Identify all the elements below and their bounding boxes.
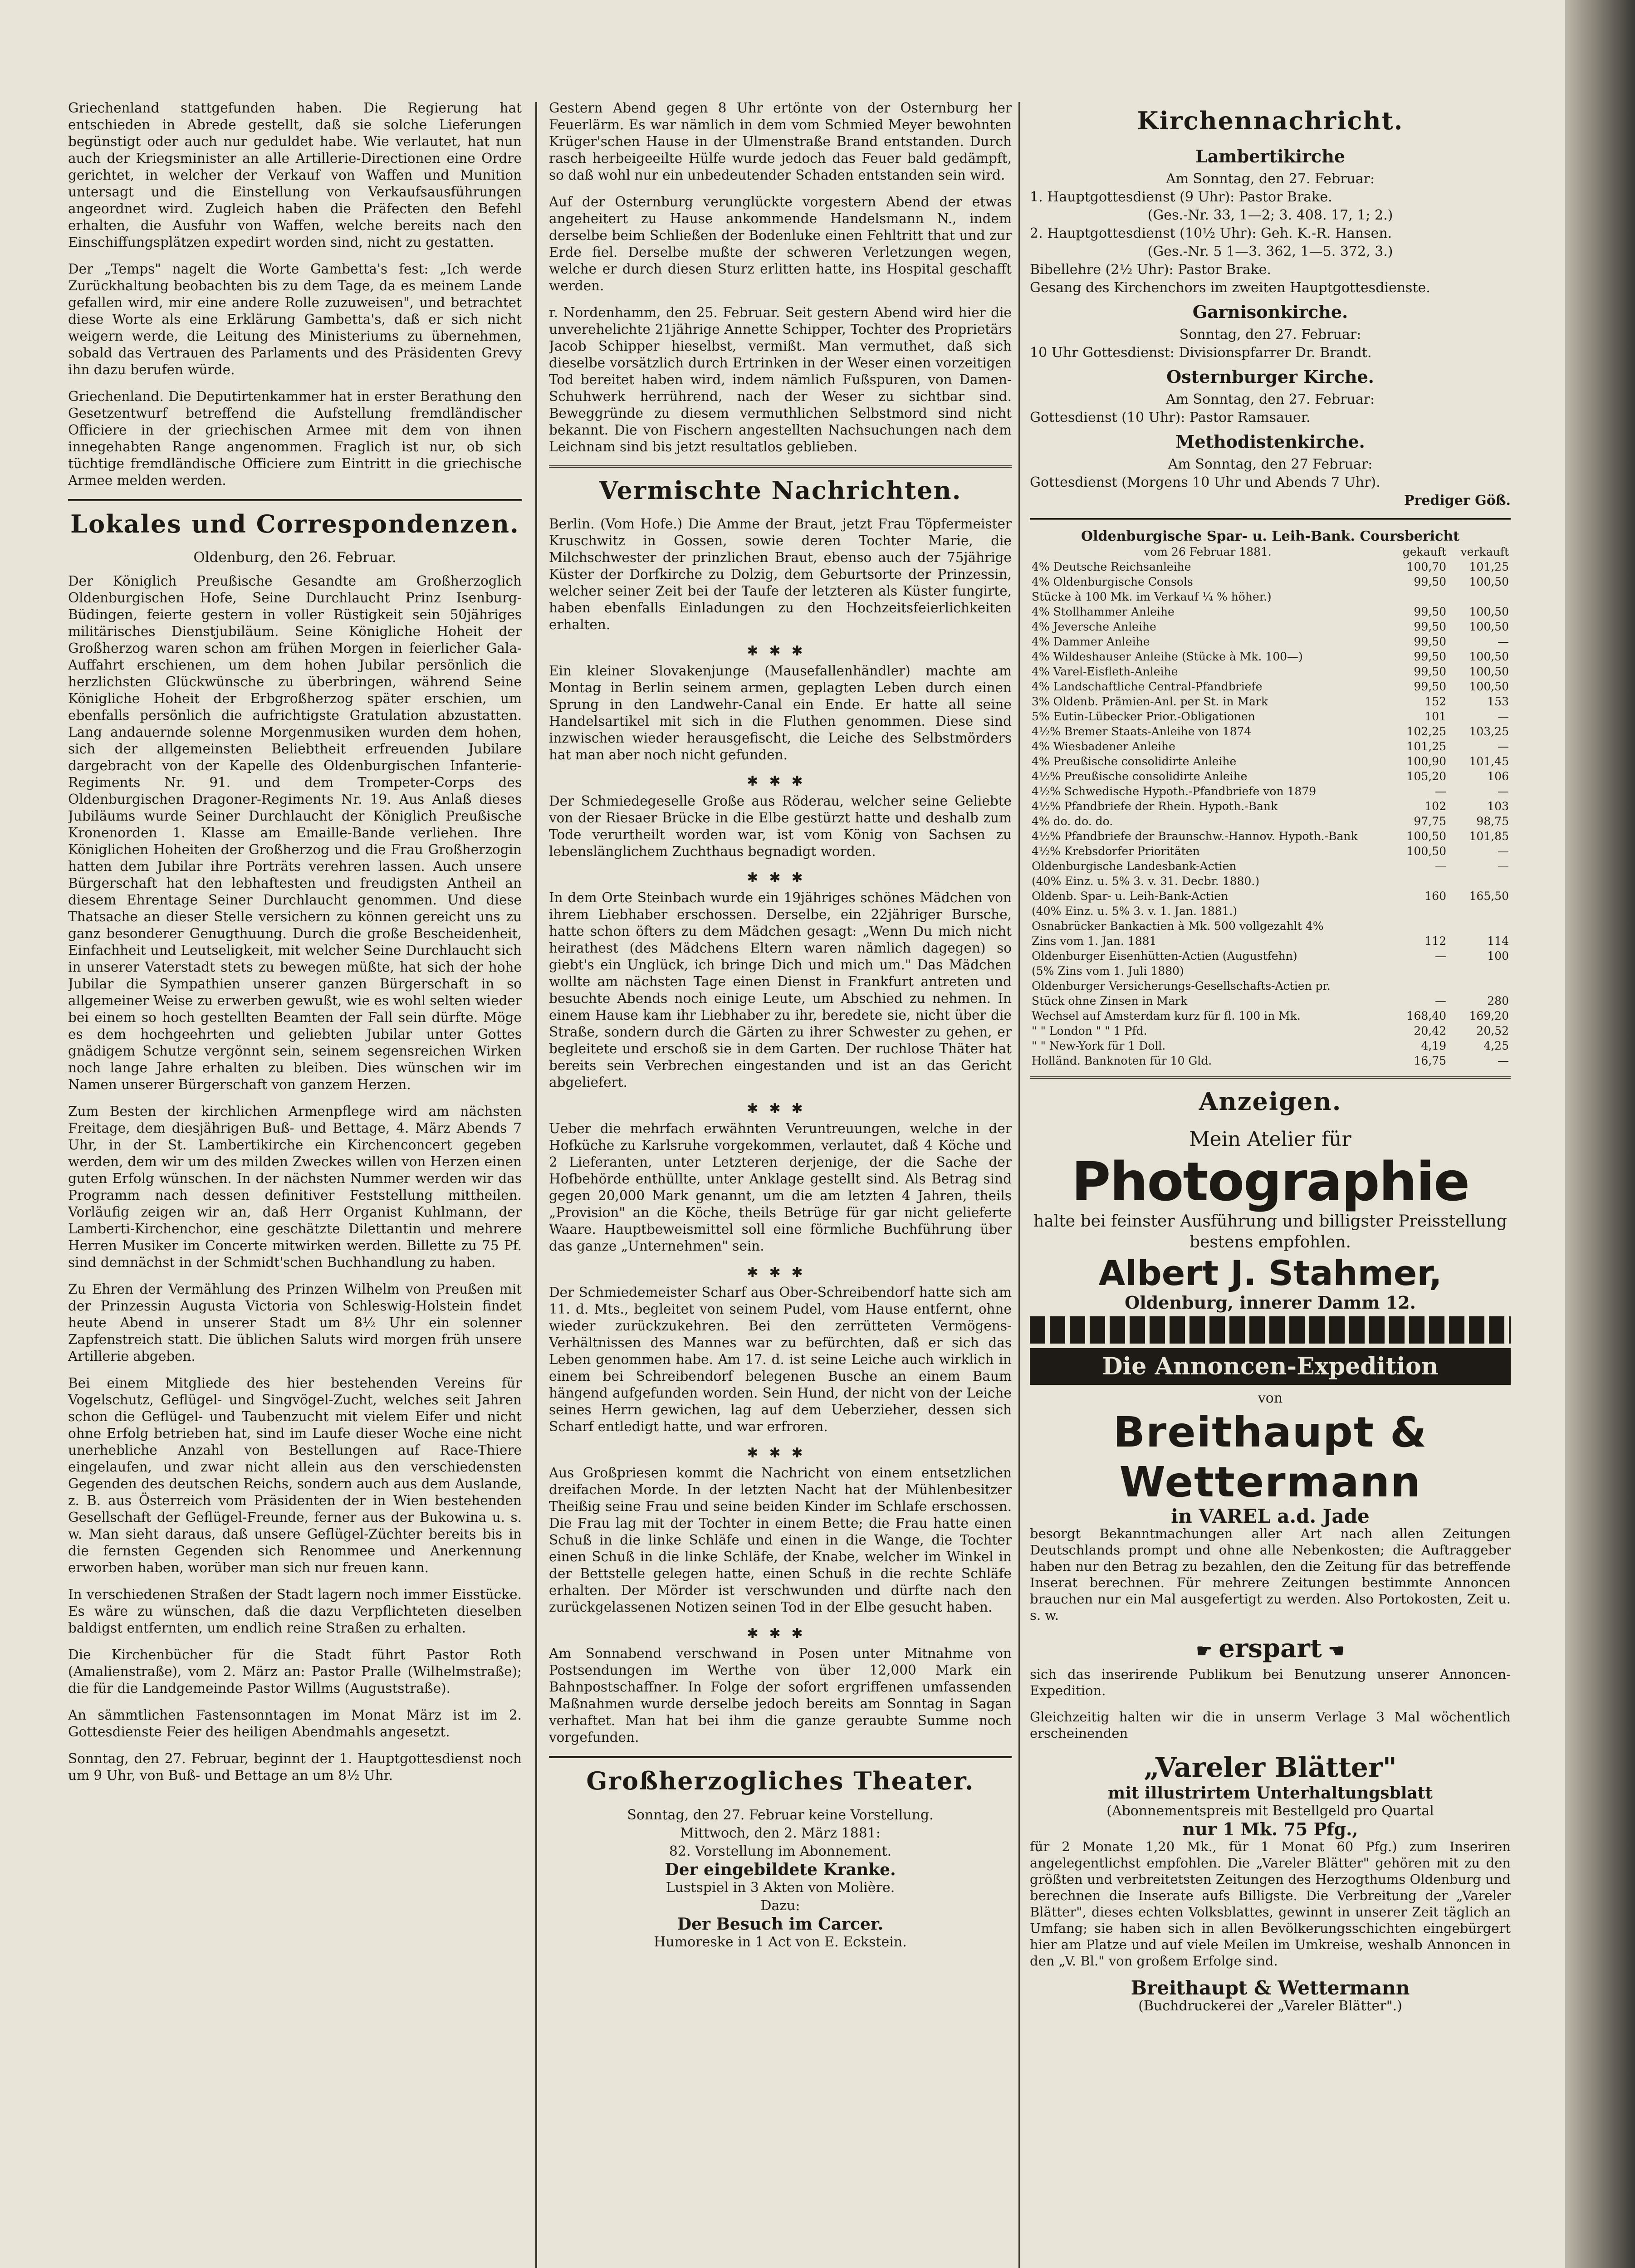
quotes-security: Holländ. Banknoten für 10 Gld. — [1032, 1054, 1212, 1067]
ad-annoncen — [1030, 1348, 1511, 2015]
church-line: 2. Hauptgottesdienst (10½ Uhr): Geh. K.-R. Hansen. — [1030, 225, 1392, 241]
quotes-buy: — — [1435, 860, 1446, 873]
quotes-sell: 280 — [1487, 994, 1509, 1007]
quotes-sell: 100,50 — [1469, 575, 1509, 588]
quotes-sell: 165,50 — [1469, 890, 1509, 903]
article-paragraph: Am Sonnabend verschwand in Posen unter Mitnahme von Postsendungen im Werthe von über 12,000 Mark ein Bahnpostschaffner. In Folge der sofort ergriffenen umfassenden Maßnahmen wurde derselbe jedoch bereits am Sonntag in Sagan verhaftet. Man hat bei ihm die ganze geraubte Summe noch vorgefunden. — [549, 1646, 1012, 1745]
church-line: Gottesdienst (Morgens 10 Uhr und Abends 7 Uhr). — [1030, 474, 1380, 490]
ad-address: Oldenburg, innerer Damm 12. — [1125, 1292, 1416, 1313]
column-middle — [549, 100, 1012, 2268]
quotes-buy: 4,19 — [1421, 1039, 1446, 1052]
quotes-sell: 100,50 — [1469, 650, 1509, 663]
quotes-sell: — — [1498, 785, 1509, 798]
quotes-buy: 97,75 — [1414, 815, 1446, 828]
quotes-row — [1030, 664, 1511, 679]
theatre-heading: Großherzogliches Theater. — [586, 1766, 974, 1795]
ad-text: (Abonnementspreis mit Bestellgeld pro Quartal — [1106, 1803, 1434, 1819]
article-paragraph: In dem Orte Steinbach wurde ein 19jähriges schönes Mädchen von ihrem Liebhaber erschossen. Derselbe, ein 22jähriger Bursche, hatte schon öfters zu dem Mädchen gesagt: „Wenn Du mich nicht heirathest (des Mädchens Eltern waren nämlich dagegen) so giebt's ein Unglück, ich bringe Dich und mich um." Das Mädchen wollte am nächsten Tage einen Dienst in Frankfurt antreten und besuchte Abends noch einige Leute, um Abschied zu nehmen. In einem Hause kam ihr Liebhaber zu ihr, beredete sie, nicht über die Straße, sondern durch die Gärten zu ihrer Schwester zu gehen, er begleitete und erschoß sie in dem Garten. Der ruchlose Thäter hat bereits sein Verbrechen eingestanden und ist an das Gericht abgeliefert. — [549, 890, 1012, 1090]
quotes-row — [1030, 724, 1511, 739]
column-left — [68, 100, 522, 2268]
quotes-buy: 100,70 — [1406, 560, 1446, 573]
quotes-row — [1030, 1023, 1511, 1038]
quotes-row — [1030, 559, 1511, 574]
quotes-buy: 112 — [1425, 934, 1446, 948]
ad-text: Gleichzeitig halten wir die in unserm Verlage 3 Mal wöchentlich erscheinenden — [1030, 1709, 1511, 1741]
ad-text: mit illustrirtem Unterhaltungsblatt — [1108, 1784, 1433, 1803]
church-name: Garnisonkirche. — [1192, 302, 1348, 322]
article-paragraph: Gestern Abend gegen 8 Uhr ertönte von der Osternburg her Feuerlärm. Es war nämlich in dem vom Schmied Meyer bewohnten Krüger'schen Hause in der Ulmenstraße Brand entstanden. Durch rasch herbeigeeilte Hülfe wurde jedoch das Feuer bald gedämpft, so daß wohl nur ein unbedeutender Schaden entstanden sein wird. — [549, 100, 1012, 183]
quotes-sell: — — [1498, 1054, 1509, 1067]
article-paragraph: Zu Ehren der Vermählung des Prinzen Wilhelm von Preußen mit der Prinzessin Augusta Victoria von Schleswig-Holstein findet heute Abend in unserer Stadt um 8½ Uhr ein solenner Zapfenstreich statt. Die üblichen Saluts wird morgen früh unsere Artillerie abgeben. — [68, 1281, 522, 1364]
quotes-sell: 153 — [1487, 695, 1509, 708]
church-line: Bibellehre (2½ Uhr): Pastor Brake. — [1030, 262, 1272, 278]
quotes-buy: 100,90 — [1406, 755, 1446, 768]
quotes-row — [1030, 904, 1511, 919]
quotes-sell: 98,75 — [1476, 815, 1509, 828]
quotes-row — [1030, 1053, 1511, 1068]
church-name: Methodistenkirche. — [1175, 431, 1365, 452]
theatre-line: Mittwoch, den 2. März 1881: — [680, 1825, 881, 1841]
quotes-buy: — — [1435, 949, 1446, 963]
article-paragraph: Der Schmiedegeselle Große aus Röderau, welcher seine Geliebte von der Riesaer Brücke in die Elbe gestürzt hatte und deshalb zum Tode verurtheilt worden war, ist vom König von Sachsen zu lebenslänglichem Zuchthaus begnadigt worden. — [549, 793, 1012, 859]
church-line: (Ges.-Nr. 5 1—3. 362, 1—5. 372, 3.) — [1147, 244, 1393, 259]
quotes-sell: 101,45 — [1469, 755, 1509, 768]
quotes-buy: 160 — [1425, 890, 1446, 903]
quotes-buy: 102,25 — [1406, 725, 1446, 738]
separator-stars: ✱✱✱ — [747, 1265, 814, 1281]
ornament-bar — [1030, 1316, 1511, 1344]
quotes-sell: 100,50 — [1469, 620, 1509, 633]
section-heading-misc: Vermischte Nachrichten. — [599, 476, 962, 505]
page-edge — [1565, 0, 1635, 2268]
quotes-table — [1030, 544, 1511, 1068]
article-paragraph: Der Schmiedemeister Scharf aus Ober-Schreibendorf hatte sich am 11. d. Mts., begleitet von seinem Pudel, vom Hause entfernt, ohne wieder zurückzukehren. Bei den zerrütteten Vermögens-Verhältnissen des Mannes war zu befürchten, daß er sich das Leben genommen habe. Am 17. d. ist seine Leiche auch wirklich in einem bei Schreibendorf belegenen Busche an einem Baum hängend aufgefunden worden. Sein Hund, der nicht von der Leiche seines Herrn gewichen, lag auf dem Ueberzieher, dessen sich Scharf entledigt hatte, und war erfroren. — [549, 1285, 1012, 1434]
church-line: Am Sonntag, den 27. Februar: — [1165, 171, 1375, 187]
dateline: Oldenburg, den 26. Februar. — [193, 549, 397, 566]
quotes-row — [1030, 679, 1511, 694]
quotes-buy — [1385, 919, 1448, 934]
theatre-line: Lustspiel in 3 Akten von Molière. — [666, 1880, 895, 1896]
theatre-play-title: Der Besuch im Carcer. — [677, 1915, 884, 1934]
church-line: Sonntag, den 27. Februar: — [1179, 327, 1361, 342]
church-line: 10 Uhr Gottesdienst: Divisionspfarrer Dr. Brandt. — [1030, 345, 1372, 361]
quotes-row — [1030, 844, 1511, 859]
quotes-row — [1030, 829, 1511, 844]
separator-stars: ✱✱✱ — [747, 1626, 814, 1642]
quotes-head-buy: gekauft — [1402, 545, 1446, 558]
quotes-row — [1030, 978, 1511, 993]
quotes-sell: — — [1498, 845, 1509, 858]
quotes-row — [1030, 604, 1511, 619]
quotes-row — [1030, 634, 1511, 649]
quotes-buy — [1385, 978, 1448, 993]
quotes-buy: 99,50 — [1414, 665, 1446, 678]
quotes-security: Stücke à 100 Mk. im Verkauf ¼ % höher.) — [1032, 590, 1272, 603]
article-paragraph: Griechenland. Die Deputirtenkammer hat in erster Berathung den Gesetzentwurf betreffend die Aufstellung fremdländischer Officiere in der griechischen Armee mit dem von ihnen innegehabten Range angenommen. Fraglich ist nur, ob sich tüchtige fremdländische Officiere zum Eintritt in die griechische Armee melden werden. — [68, 389, 522, 488]
ad-name: Albert J. Stahmer, — [1098, 1253, 1442, 1293]
theatre-line: Sonntag, den 27. Februar keine Vorstellung. — [627, 1807, 934, 1823]
quotes-buy: 99,50 — [1414, 650, 1446, 663]
quotes-row — [1030, 934, 1511, 948]
quotes-date: vom 26 Februar 1881. — [1144, 545, 1272, 558]
quotes-sell: 103,25 — [1469, 725, 1509, 738]
quotes-buy: — — [1435, 994, 1446, 1007]
quotes-row — [1030, 919, 1511, 934]
ad-photographer — [1030, 1127, 1511, 1312]
quotes-buy: 99,50 — [1414, 575, 1446, 588]
article-paragraph: Ueber die mehrfach erwähnten Veruntreuungen, welche in der Hofküche zu Karlsruhe vorgekommen, verlautet, daß 4 Köche und 2 Lieferanten, unter Letzteren derjenige, der die Sache der Hofbehörde enthüllte, unter Anklage gestellt sind. Als Betrag sind gegen 20,000 Mark genannt, um die am letzten 4 Jahren, theils „Provision" an die Köche, theils Betrüge für gar nicht gelieferte Waare. Hauptbeweismittel soll eine förmliche Buchführung über das ganze „Unternehmen" sein. — [549, 1121, 1012, 1254]
pointing-hand-icon: ☚ — [1322, 1640, 1345, 1662]
quotes-sell — [1448, 919, 1511, 934]
section-divider — [1030, 518, 1511, 520]
ads-heading: Anzeigen. — [1199, 1087, 1342, 1116]
quotes-buy: 168,40 — [1406, 1009, 1446, 1022]
quotes-buy: 100,50 — [1406, 830, 1446, 843]
article-paragraph: Der „Temps" nagelt die Worte Gambetta's fest: „Ich werde Zurückhaltung beobachten bis zu dem Tage, da es meinem Lande gefallen wird, mir eine andere Rolle zuzuweisen", und betrachtet diese Worte als eine Erklärung Gambetta's, daß er sich nicht weigern werde, die Leitung des Ministeriums zu übernehmen, sobald das Vertrauen des Parlaments und des Präsidenten Grevy ihn dazu berufen würde. — [68, 261, 522, 377]
quotes-sell: 103 — [1487, 800, 1509, 813]
quotes-title: Oldenburgische Spar- u. Leih-Bank. Coursbericht — [1081, 528, 1460, 544]
quotes-sell — [1448, 963, 1511, 978]
quotes-security: Oldenburger Eisenhütten-Actien (Augustfehn) — [1032, 949, 1297, 963]
quotes-row — [1030, 754, 1511, 769]
quotes-sell: — — [1498, 635, 1509, 648]
quotes-security: Oldenburger Versicherungs-Gesellschafts-Actien pr. — [1032, 979, 1331, 992]
quotes-buy: 105,20 — [1406, 770, 1446, 783]
quotes-row — [1030, 694, 1511, 709]
quotes-security: 4% Wiesbadener Anleihe — [1032, 740, 1175, 753]
quotes-buy: 99,50 — [1414, 620, 1446, 633]
quotes-sell: 100,50 — [1469, 605, 1509, 618]
quotes-security: 4% Landschaftliche Central-Pfandbriefe — [1032, 680, 1263, 693]
quotes-row — [1030, 589, 1511, 604]
separator-stars: ✱✱✱ — [747, 1445, 814, 1461]
section-divider — [549, 1756, 1012, 1758]
quotes-sell: 100,50 — [1469, 665, 1509, 678]
quotes-security: 4½% Pfandbriefe der Braunschw.-Hannov. Hypoth.-Bank — [1032, 830, 1358, 843]
quotes-sell: 114 — [1487, 934, 1509, 948]
article-paragraph: Bei einem Mitgliede des hier bestehenden Vereins für Vogelschutz, Geflügel- und Singvögel-Zucht, welches seit Jahren schon die Geflügel- und Taubenzucht mit vielem Eifer und nicht ohne Erfolg betrieben hat, sind im Laufe dieser Woche eine nicht unerhebliche Anzahl von Bestellungen auf Race-Thiere eingelaufen, und zwar nicht allein aus den verschiedensten Gegenden des deutschen Reichs, sondern auch aus dem Auslande, z. B. aus Österreich vom Präsidenten der in Wien bestehenden Gesellschaft der Geflügel-Freunde, ferner aus der Bukowina u. s. w. Man sieht daraus, daß unsere Geflügel-Züchter bereits bis in die fernsten Gegenden sich Renommee und Anerkennung erworben haben, worüber man sich nur freuen kann. — [68, 1375, 522, 1575]
quotes-sell: 101,25 — [1469, 560, 1509, 573]
ad-text: (Buchdruckerei der „Vareler Blätter".) — [1138, 1998, 1402, 2014]
quotes-buy: 102 — [1425, 800, 1446, 813]
article-paragraph: Aus Großpriesen kommt die Nachricht von einem entsetzlichen dreifachen Morde. In der letzten Nacht hat der Mühlenbesitzer Theißig seine Frau und seine beiden Kinder im Schlafe erschossen. Die Frau lag mit der Tochter in einem Bette; die Frau hatte einen Schuß in die linke Schläfe und einen in die Wange, die Tochter einen Schuß in die linke Schläfe, der Knabe, welcher im Winkel in der Bettstelle gelegen hatte, einen Schuß in die rechte Schläfe erhalten. Der Mörder ist verschwunden und dürfte nach den zurückgelassenen Notizen seinen Tod in der Elbe gesucht haben. — [549, 1465, 1012, 1615]
theatre-line: Humoreske in 1 Act von E. Eckstein. — [654, 1934, 907, 1950]
church-line: Gesang des Kirchenchors im zweiten Hauptgottesdienste. — [1030, 280, 1430, 296]
quotes-buy: 152 — [1425, 695, 1446, 708]
quotes-security: 4% Varel-Eisfleth-Anleihe — [1032, 665, 1178, 678]
column-rule — [535, 102, 537, 2268]
quotes-sell: 100,50 — [1469, 680, 1509, 693]
quotes-buy: 99,50 — [1414, 605, 1446, 618]
quotes-security: Osnabrücker Bankactien à Mk. 500 vollgezahlt 4% — [1032, 919, 1324, 933]
article-paragraph: Ein kleiner Slovakenjunge (Mausefallenhändler) machte am Montag in Berlin seinem armen, geplagten Leben durch einen Sprung in den Landwehr-Canal ein Ende. Er hatte all seine Handelsartikel mit sich in die Fluthen genommen. Diese sind inzwischen wieder herausgefischt, die Leiche des Selbstmörders hat man aber noch nicht gefunden. — [549, 663, 1012, 763]
section-divider — [68, 499, 522, 501]
column-right — [1030, 100, 1511, 2268]
quotes-security: 5% Eutin-Lübecker Prior.-Obligationen — [1032, 710, 1255, 723]
quotes-security: Wechsel auf Amsterdam kurz für fl. 100 in Mk. — [1032, 1009, 1301, 1022]
quotes-row — [1030, 649, 1511, 664]
section-heading-local: Lokales und Correspondenzen. — [70, 509, 519, 538]
quotes-buy — [1385, 589, 1448, 604]
quotes-head-sell: verkauft — [1460, 545, 1509, 558]
quotes-buy — [1385, 963, 1448, 978]
quotes-security: Oldenb. Spar- u. Leih-Bank-Actien — [1032, 890, 1229, 903]
quotes-security: 4% Jeversche Anleihe — [1032, 620, 1156, 633]
theatre-line: 82. Vorstellung im Abonnement. — [669, 1843, 892, 1859]
quotes-security: 4% Dammer Anleihe — [1032, 635, 1150, 648]
ad-banner: Die Annoncen-Expedition — [1030, 1348, 1511, 1385]
column-rule — [1018, 102, 1020, 2268]
theatre-play-title: Der eingebildete Kranke. — [665, 1860, 896, 1879]
quotes-security: (40% Einz. u. 5% 3. v. 31. Decbr. 1880.) — [1032, 875, 1260, 888]
quotes-buy: 99,50 — [1414, 635, 1446, 648]
quotes-security: " " New-York für 1 Doll. — [1032, 1039, 1166, 1052]
quotes-row — [1030, 874, 1511, 889]
quotes-sell — [1448, 978, 1511, 993]
quotes-sell: — — [1498, 740, 1509, 753]
quotes-security: (40% Einz. u. 5% 3. v. 1. Jan. 1881.) — [1032, 904, 1238, 918]
section-divider — [1030, 1076, 1511, 1079]
quotes-sell: 101,85 — [1469, 830, 1509, 843]
church-name: Osternburger Kirche. — [1166, 367, 1374, 387]
quotes-security: 4½% Pfandbriefe der Rhein. Hypoth.-Bank — [1032, 800, 1278, 813]
article-paragraph: An sämmtlichen Fastensonntagen im Monat März ist im 2. Gottesdienste Feier des heiligen Abendmahls angesetzt. — [68, 1707, 522, 1740]
quotes-buy: 20,42 — [1414, 1024, 1446, 1037]
quotes-security: Zins vom 1. Jan. 1881 — [1032, 934, 1157, 948]
church-line: Am Sonntag, den 27 Februar: — [1168, 456, 1373, 472]
quotes-row — [1030, 963, 1511, 978]
quotes-row — [1030, 993, 1511, 1008]
ad-text: Mein Atelier für — [1189, 1128, 1351, 1151]
article-paragraph: Berlin. (Vom Hofe.) Die Amme der Braut, jetzt Frau Töpfermeister Kruschwitz in Gossen, sowie deren Tochter Marie, die Milchschwester der prinzlichen Braut, ebenso auch der 75jährige Küster der Dorfkirche zu Dolzig, dem Geburtsorte der Prinzessin, welcher seiner Zeit bei der Taufe der letzteren als Küster fungirte, haben ebenfalls Einladungen zu den Hochzeitsfeierlichkeiten erhalten. — [549, 516, 1012, 632]
quotes-security: 4% Preußische consolidirte Anleihe — [1032, 755, 1237, 768]
quotes-sell — [1448, 874, 1511, 889]
quotes-row — [1030, 889, 1511, 904]
quotes-security: 4% Deutsche Reichsanleihe — [1032, 560, 1191, 573]
quotes-security: 4% Oldenburgische Consols — [1032, 575, 1193, 588]
article-paragraph: Der Königlich Preußische Gesandte am Großherzoglich Oldenburgischen Hofe, Seine Durchlaucht Prinz Isenburg-Büdingen, feierte gestern in voller Rüstigkeit sein 50jähriges militärisches Dienstjubiläum. Seine Königliche Hoheit der Großherzog waren schon am frühen Morgen in feierlicher Gala-Auffahrt erschienen, um dem hohen Jubilar persönlich die herzlichsten Glückwünsche zu überbringen, während Seine Königliche Hoheit der Erbgroßherzog später erschien, um ebenfalls persönlich die aufrichtigste Gratulation abzustatten. Lang andauernde solenne Morgenmusiken wurden dem hohen, sich der allgemeinsten Beliebtheit erfreuenden Jubilare dargebracht von der Kapelle des Oldenburgischen Infanterie-Regiments Nr. 91. und dem Trompeter-Corps des Oldenburgischen Dragoner-Regiments Nr. 19. Aus Anlaß dieses Jubiläums wurde Seiner Durchlaucht der Königlich Preußische Kronenorden 1. Klasse am Emaille-Bande verliehen. Ihre Königlichen Hoheiten der Großherzog und die Frau Großherzogin hatten dem Jubilar ihre Porträts verehren lassen. Auch unsere Bürgerschaft hat den lebhaftesten und freudigsten Antheil an diesem Ehrentage Seiner Durchlaucht genommen. Und diese Thatsache an dieser Stelle versichern zu können gereicht uns zu ganz besonderer Genugthuung. Durch die große Bescheidenheit, Einfachheit und Leutseligkeit, mit welcher Seine Durchlaucht sich in unserer Vaterstadt stets zu bewegen müßte, hat sich der hohe Jubilar die Sympathien unserer ganzen Bürgerschaft in so allgemeiner Weise zu erwerben gewußt, wie es wohl selten wieder bei einem so hoch gestellten Beamten der Fall sein dürfte. Möge es dem hochgeehrten und geliebten Jubilar unter Gottes gnädigem Schutze vergönnt sein, seinem segensreichen Wirken noch lange Jahre erhalten zu bleiben. Dies wünschen wir im Namen unserer Bürgerschaft von ganzem Herzen. — [68, 573, 522, 1092]
quotes-security: 4% Stollhammer Anleihe — [1032, 605, 1175, 618]
quotes-buy: 101 — [1425, 710, 1446, 723]
quotes-security: " " London " " 1 Pfd. — [1032, 1024, 1147, 1037]
separator-stars: ✱✱✱ — [747, 1101, 814, 1117]
quotes-row — [1030, 709, 1511, 724]
quotes-security: Oldenburgische Landesbank-Actien — [1032, 860, 1237, 873]
quotes-row — [1030, 1038, 1511, 1053]
quotes-row — [1030, 1008, 1511, 1023]
article-paragraph: Die Kirchenbücher für die Stadt führt Pastor Roth (Amalienstraße), vom 2. März an: Pastor Pralle (Wilhelmstraße); die für die Landgemeinde Pastor Willms (Auguststraße). — [68, 1647, 522, 1696]
separator-stars: ✱✱✱ — [747, 773, 814, 789]
quotes-buy: 99,50 — [1414, 680, 1446, 693]
ad-text: halte bei feinster Ausführung und billigster Preisstellung bestens empfohlen. — [1033, 1212, 1507, 1251]
quotes-row — [1030, 948, 1511, 963]
quotes-security: 4½% Preußische consolidirte Anleihe — [1032, 770, 1248, 783]
ad-text: für 2 Monate 1,20 Mk., für 1 Monat 60 Pfg.) zum Inseriren angelegentlichst empfohlen. Die „Vareler Blätter" gehören mit zu den größten und verbreitetsten Zeitungen des Herzogthums Oldenburg und berechnen die Inserate aufs Billigste. Die Verbreitung der „Vareler Blätter", dieses echten Volksblattes, gewinnt in unserer Zeit täglich an Umfang; sie haben sich in allen Bevölkerungsschichten eingebürgert hier am Platze und auf viele Meilen im Umkreise, weshalb Annoncen in den „V. Bl." von großem Erfolge sind. — [1030, 1839, 1511, 1969]
ad-firm: Breithaupt & Wettermann — [1113, 1408, 1428, 1506]
quotes-sell — [1448, 589, 1511, 604]
quotes-buy: 100,50 — [1406, 845, 1446, 858]
quotes-sell: 106 — [1487, 770, 1509, 783]
church-line: 1. Hauptgottesdienst (9 Uhr): Pastor Brake. — [1030, 189, 1332, 205]
article-paragraph: Griechenland stattgefunden haben. Die Regierung hat entschieden in Abrede gestellt, daß sie solche Lieferungen begünstigt oder auch nur geduldet habe. Wie verlautet, hat nun auch der Kriegsminister an alle Artillerie-Directionen eine Ordre gerichtet, in welcher der Verkauf von Waffen und Munition untersagt und die Einstellung von Verkaufsausführungen angeordnet wird. Zugleich haben die Präfecten den Befehl erhalten, die Ausfuhr von Waffen, welche bereits nach den Einschiffungsplätzen expedirt worden sind, nicht zu gestatten. — [68, 100, 522, 250]
quotes-sell: — — [1498, 860, 1509, 873]
quotes-row — [1030, 769, 1511, 784]
ad-place: in VAREL a.d. Jade — [1171, 1505, 1370, 1527]
quotes-security: 4½% Bremer Staats-Anleihe von 1874 — [1032, 725, 1252, 738]
quotes-security: 4½% Schwedische Hypoth.-Pfandbriefe von 1879 — [1032, 785, 1317, 798]
church-line: Prediger Göß. — [1404, 493, 1511, 508]
quotes-row — [1030, 619, 1511, 634]
quotes-security: (5% Zins vom 1. Juli 1880) — [1032, 964, 1184, 978]
ad-price: nur 1 Mk. 75 Pfg., — [1182, 1819, 1358, 1839]
quotes-buy — [1385, 904, 1448, 919]
quotes-buy — [1385, 874, 1448, 889]
theatre-line: Dazu: — [760, 1898, 800, 1914]
ad-text: besorgt Bekanntmachungen aller Art nach allen Zeitungen Deutschlands prompt und ohne alle Nebenkosten; die Auftraggeber haben nur den Betrag zu bezahlen, den die Zeitung für das betreffende Inserat berechnen. Für mehrere Zeitungen bestimmte Annoncen brauchen nur ein Mal ausgefertigt zu werden. Also Portokosten, Zeit u. s. w. — [1030, 1526, 1511, 1623]
church-heading: Kirchennachricht. — [1137, 106, 1404, 135]
separator-stars: ✱✱✱ — [747, 643, 814, 659]
ad-text: sich das inserirende Publikum bei Benutzung unserer Annoncen-Expedition. — [1030, 1667, 1511, 1698]
article-paragraph: Zum Besten der kirchlichen Armenpflege wird am nächsten Freitage, dem diesjährigen Buß- und Bettage, 4. März Abends 7 Uhr, in der St. Lambertikirche ein Kirchenconcert gegeben werden, dem wir um des milden Zweckes willen von Herzen einen guten Erfolg wünschen. In der nächsten Nummer werden wir das Programm nach dessen definitiver Feststellung mittheilen. Vorläufig zeigen wir an, daß Herr Organist Kuhlmann, der Lamberti-Kirchenchor, eine geschätzte Dilettantin und mehrere Herren Musiker im Concerte mitwirken werden. Billette zu 75 Pf. sind demnächst in der Schmidt'schen Buchhandlung zu haben. — [68, 1104, 522, 1270]
quotes-security: Stück ohne Zinsen in Mark — [1032, 994, 1188, 1007]
quotes-buy: — — [1435, 785, 1446, 798]
quotes-row — [1030, 784, 1511, 799]
ad-text: von — [1258, 1390, 1283, 1406]
article-paragraph: Sonntag, den 27. Februar, beginnt der 1. Hauptgottesdienst noch um 9 Uhr, von Buß- und Bettage an um 8½ Uhr. — [68, 1751, 522, 1783]
quotes-row — [1030, 574, 1511, 589]
article-paragraph: In verschiedenen Straßen der Stadt lagern noch immer Eisstücke. Es wäre zu wünschen, daß die dazu Verpflichteten dieselben baldigst entfernten, um endlich reine Straßen zu erhalten. — [68, 1587, 522, 1636]
church-name: Lambertikirche — [1195, 146, 1346, 166]
ad-erspart — [1030, 1633, 1511, 1666]
quotes-sell: 100 — [1487, 949, 1509, 963]
ad-erspart-label: erspart — [1219, 1633, 1322, 1663]
pointing-hand-icon: ☛ — [1196, 1640, 1219, 1662]
ad-paper-title: „Vareler Blätter" — [1144, 1752, 1397, 1784]
quotes-sell: 20,52 — [1476, 1024, 1509, 1037]
church-line: Am Sonntag, den 27. Februar: — [1165, 391, 1375, 407]
article-paragraph: r. Nordenhamm, den 25. Februar. Seit gestern Abend wird hier die unverehelichte 21jährige Annette Schipper, Tochter des Proprietärs Jacob Schipper hieselbst, vermißt. Man vermuthet, daß sich dieselbe vorsätzlich durch Ertrinken in der Weser einen vorzeitigen Tod bereitet haben wird, indem nämlich Fußspuren, von Damen-Schuhwerk herrührend, nach der Weser zu sichtbar sind. Beweggründe zu diesem vermuthlichen Selbstmord sind nicht bekannt. Die von Fischern angestellten Nachsuchungen nach dem Leichnam sind bis jetzt resultatlos geblieben. — [549, 305, 1012, 455]
ad-signature: Breithaupt & Wettermann — [1131, 1977, 1410, 1999]
quotes-security: 4½% Krebsdorfer Prioritäten — [1032, 845, 1200, 858]
quotes-security: 4% do. do. do. — [1032, 815, 1113, 828]
quotes-sell: 4,25 — [1483, 1039, 1509, 1052]
separator-stars: ✱✱✱ — [747, 870, 814, 886]
quotes-security: 4% Wildeshauser Anleihe (Stücke à Mk. 100—) — [1032, 650, 1303, 663]
quotes-row — [1030, 739, 1511, 754]
quotes-sell: — — [1498, 710, 1509, 723]
quotes-sell: 169,20 — [1469, 1009, 1509, 1022]
article-paragraph: Auf der Osternburg verunglückte vorgestern Abend der etwas angeheitert zu Hause ankommende Handelsmann N., indem derselbe beim Schließen der Bodenluke einen Fehltritt that und zur Erde fiel. Derselbe mußte der schweren Verletzungen wegen, welche er durch diesen Sturz erlitten hatte, ins Hospital geschafft werden. — [549, 194, 1012, 293]
quotes-row — [1030, 814, 1511, 829]
church-line: (Ges.-Nr. 33, 1—2; 3. 408. 17, 1; 2.) — [1147, 207, 1393, 223]
church-line: Gottesdienst (10 Uhr): Pastor Ramsauer. — [1030, 410, 1311, 425]
quotes-buy: 101,25 — [1406, 740, 1446, 753]
section-divider — [549, 465, 1012, 468]
quotes-sell — [1448, 904, 1511, 919]
quotes-security: 3% Oldenb. Prämien-Anl. per St. in Mark — [1032, 695, 1268, 708]
quotes-row — [1030, 799, 1511, 814]
ad-headline: Photographie — [1071, 1150, 1469, 1213]
quotes-row — [1030, 859, 1511, 874]
quotes-buy: 16,75 — [1414, 1054, 1446, 1067]
